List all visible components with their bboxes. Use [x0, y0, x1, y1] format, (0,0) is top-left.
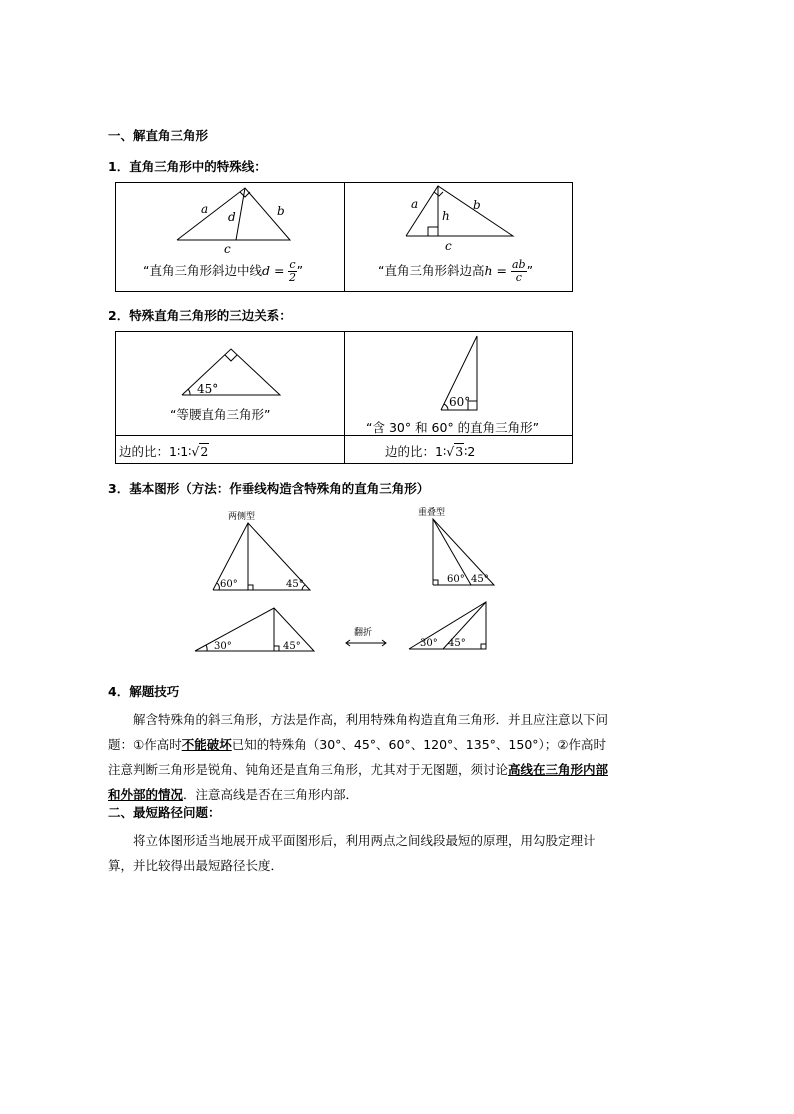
angle-60: 60° — [220, 579, 238, 590]
median-caption-close: ” — [296, 263, 304, 278]
30-60-ratio-sqrt: 3 — [455, 444, 464, 459]
altitude-caption-text: “直角三角形斜边高 — [378, 263, 485, 278]
isosceles-ratio-sqrt: 2 — [200, 444, 209, 459]
angle-45: 45° — [286, 579, 304, 590]
subheading-tips: 4．解题技巧 — [108, 684, 180, 699]
label-c: c — [224, 242, 231, 256]
30-60-ratio-tail: ∶2 — [464, 444, 476, 459]
label-a: a — [201, 202, 209, 216]
shortest-path-paragraph: 将立体图形适当地展开成平面图形后，利用两点之间线段最短的原理，用勾股定理计算，并比较得出最短路径长度． — [108, 833, 596, 873]
tips-paragraph — [108, 707, 613, 807]
angle-45-label: 45° — [197, 382, 219, 396]
angle-60-label: 60° — [449, 395, 471, 409]
basic-figures — [190, 505, 520, 663]
subheading-special-triangles: 2．特殊直角三角形的三边关系： — [108, 308, 292, 323]
special-triangles-table — [115, 331, 573, 464]
median-caption-text: “直角三角形斜边中线 — [143, 263, 262, 278]
tips-text-3: ．注意高线是否在三角形内部． — [183, 787, 359, 802]
altitude-frac-num: ab — [511, 258, 526, 271]
label-overlap: 重叠型 — [418, 508, 446, 518]
label-c: c — [445, 239, 452, 253]
median-var: d — [261, 263, 270, 278]
isosceles-ratio: 边的比：1∶1∶√2 — [119, 444, 209, 459]
label-h: h — [442, 209, 450, 223]
tips-text-1: 解含特殊角的斜三角形，方法是作高，利用特殊角构造直角三角形．并且应注意以下问题：①作高时 — [108, 712, 609, 752]
section-title-2: 二、最短路径问题： — [108, 805, 221, 820]
altitude-eq: = — [492, 263, 511, 278]
isosceles-caption: “等腰直角三角形” — [170, 407, 271, 422]
subheading-basic-figures: 3．基本图形（方法：作垂线构造含特殊角的直角三角形） — [108, 481, 430, 496]
tips-emphasis-1: 不能破坏 — [181, 737, 232, 752]
subheading-special-lines: 1．直角三角形中的特殊线： — [108, 159, 267, 174]
label-flip: 翻折 — [354, 628, 373, 638]
label-b: b — [473, 198, 481, 212]
median-fraction — [288, 259, 296, 284]
label-two-sides: 两侧型 — [228, 512, 256, 522]
angle-30: 30° — [214, 641, 232, 652]
isosceles-ratio-text: 边的比：1∶1∶ — [119, 444, 192, 459]
tips-text-2: 已知的特殊角（30°、45°、60°、120°、135°、150°）；②作高时注意判断三角形是锐角、钝角还是直角三角形，尤其对于无图题，须讨论 — [108, 737, 606, 777]
altitude-caption-close: ” — [526, 263, 534, 278]
label-b: b — [277, 204, 285, 218]
label-a: a — [411, 197, 419, 211]
angle-30: 30° — [420, 638, 438, 649]
median-frac-num: c — [289, 258, 296, 271]
30-60-ratio: 边的比：1∶√3∶2 — [385, 444, 476, 459]
angle-45: 45° — [471, 574, 489, 585]
altitude-var: h — [484, 263, 493, 278]
altitude-frac-den: c — [515, 271, 522, 284]
altitude-caption — [378, 259, 533, 284]
tips-emphasis-2: 高线在三角形内部和外部的情况 — [108, 762, 609, 802]
30-60-ratio-text: 边的比：1∶ — [385, 444, 447, 459]
angle-45: 45° — [283, 641, 301, 652]
median-caption — [143, 259, 303, 284]
angle-60: 60° — [447, 574, 465, 585]
median-eq: = — [270, 263, 289, 278]
30-60-caption: “含 30° 和 60° 的直角三角形” — [366, 420, 540, 435]
median-frac-den: 2 — [289, 271, 296, 284]
altitude-fraction — [511, 259, 527, 284]
section-title-1: 一、解直角三角形 — [108, 128, 209, 143]
special-lines-table — [115, 182, 573, 292]
label-d: d — [228, 210, 236, 224]
angle-45: 45° — [448, 638, 466, 649]
